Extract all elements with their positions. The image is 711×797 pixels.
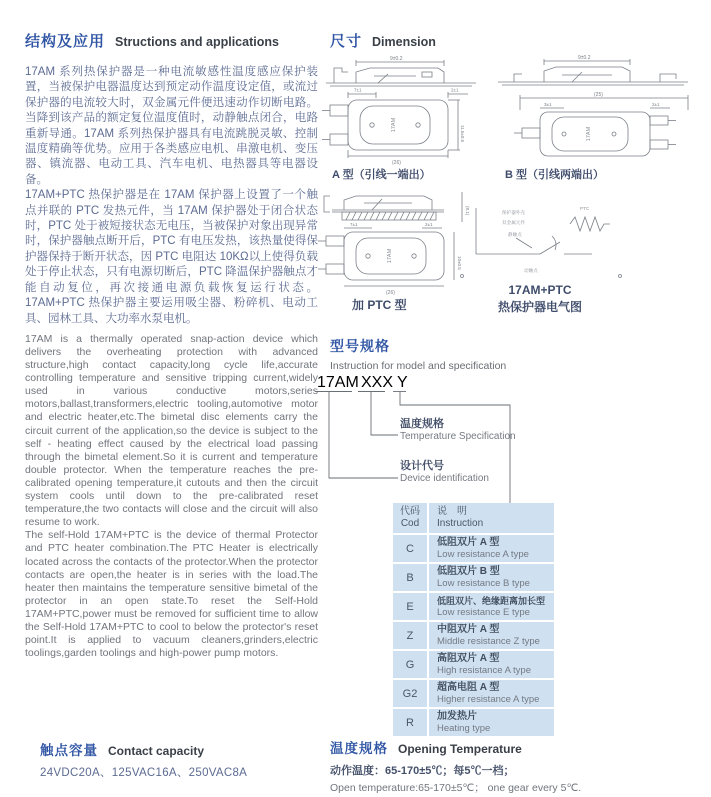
row-code: E — [393, 593, 427, 620]
row-desc — [429, 709, 554, 736]
row-desc — [429, 651, 554, 678]
row-desc-zh: 超高电阻 A 型 — [437, 682, 500, 693]
model-code-part: XXX — [361, 375, 394, 391]
structure-heading-zh: 结构及应用 — [25, 33, 106, 50]
dim-label: (25) — [594, 92, 603, 98]
row-code: G2 — [393, 680, 427, 707]
device-marking: 17AM — [387, 248, 393, 264]
opening-temperature-line-zh: 动作温度：65-170±5℃；每5℃一档； — [330, 765, 515, 777]
a-type-label: A 型（引线一端出） — [332, 169, 431, 181]
row-desc-en: Low resistance E type — [437, 607, 530, 618]
ptc-annotation: PTC — [580, 206, 590, 211]
table-row — [393, 535, 554, 562]
structure-paragraph-en-1: 17AM is a thermally operated snap-action device which delivers the overheating protection with advanced structure,high contact capacity,long cycle life,accurate controlling temperature and sensitive tripping current,widely used in various conductive motors,series motors,ballast,transformers,electric tooling,automotive motor and electric heater,etc.The bimetal disc elements carry the circuit current of the application,so the device is subject to the self - heating effect caused by the electrical load passing through the bimetal element.So it is current and temperature double protector. When the temperature reaches the pre-calibrated opening temperature,it cutouts and then the circuit system cools until down to the pre-calibrated reset temperature,the two contacts will close and the circuit will also resume to work. — [25, 332, 318, 529]
b-type-label: B 型（引线两端出） — [505, 169, 604, 181]
dim-label: 9±0.2 — [390, 56, 403, 62]
dim-label: (8.1) — [465, 206, 470, 216]
dim-label: 2±1 — [425, 222, 433, 227]
row-code: G — [393, 651, 427, 678]
header-code-zh: 代码 — [400, 506, 420, 517]
dim-label: 10±0.5 — [457, 256, 462, 270]
b-type-drawing — [492, 54, 707, 164]
row-desc-zh: 低阻双片 B 型 — [437, 566, 500, 577]
structure-section — [25, 30, 318, 660]
branch-device-en: Device identification — [400, 473, 489, 484]
circuit-annotation: 保护器外壳 — [502, 210, 525, 215]
header-desc-zh: 说 明 — [437, 506, 467, 517]
device-marking: 17AM — [391, 117, 397, 133]
row-code: Z — [393, 622, 427, 649]
row-desc — [429, 680, 554, 707]
branch-temperature-zh: 温度规格 — [400, 418, 444, 430]
contact-capacity-heading-zh: 触点容量 — [40, 743, 98, 758]
table-row — [393, 680, 554, 707]
model-spec-heading — [330, 336, 506, 372]
device-marking: 17AM — [586, 126, 592, 142]
row-code: C — [393, 535, 427, 562]
code-table — [393, 503, 554, 738]
row-desc-zh: 低阻双片、绝缘距离加长型 — [437, 596, 546, 606]
table-row — [393, 564, 554, 591]
dim-label: 7±1 — [350, 222, 358, 227]
structure-heading — [25, 30, 318, 51]
branch-device — [400, 457, 489, 484]
row-desc-en: Higher resistance A type — [437, 694, 540, 705]
model-code-part: Y — [397, 375, 408, 391]
model-spec-heading-zh: 型号规格 — [330, 338, 390, 354]
circuit-diagram — [452, 196, 632, 284]
dimension-heading-zh: 尺寸 — [330, 33, 363, 50]
circuit-annotation: 静触点 — [508, 232, 522, 237]
circuit-annotation: 双金属元件 — [502, 220, 525, 225]
circuit-label-line1: 17AM+PTC — [508, 283, 572, 297]
circuit-label-line2: 热保护器电气图 — [497, 300, 582, 314]
contact-capacity-value: 24VDC20A、125VAC16A、250VAC8A — [40, 767, 248, 779]
row-desc-en: Low resistance A type — [437, 549, 529, 560]
structure-paragraph-zh-2: 17AM+PTC 热保护器是在 17AM 保护器上设置了一个触点并联的 PTC 发热元件，当 17AM 保护器处于闭合状态时，PTC 处于被短接状态无电压，当被保护对象出现异常时，保护器触点断开后，PTC 有电压发热，该热量使得保护器保持于断开状态，因 PTC 电阻达 10KΩ以上使得负载处于停止状态，只有电源切断后，PTC 降温保护器触点才能自动复位，再次接通电源负载恢复运行状态。17AM+PTC 热保护器主要运用吸尘器、粉碎机、电动工具、园林工具、大功率水泵电机。 — [25, 189, 318, 325]
table-row — [393, 593, 554, 620]
dim-label: (26) — [392, 160, 401, 166]
row-code: R — [393, 709, 427, 736]
branch-temperature — [400, 415, 516, 442]
structure-paragraph-zh-1: 17AM 系列热保护器是一种电流敏感性温度感应保护装置，当被保护电器温度达到预定动作温度设定值，或流过保护器的电流较大时，双金属元件便迅速动作切断电路。当降到该产品的额定复位温度值时，动静触点闭合，电路重新导通。17AM 系列热保护器具有电流跳脱灵敏、控制温度精确等优势。应用于各类感应电机、串激电机、变压器、镇流器、电动工具、汽车电机、电热器具等电器设备。 — [25, 66, 318, 186]
branch-temperature-en: Temperature Specification — [400, 431, 516, 442]
opening-temperature-heading-zh: 温度规格 — [330, 741, 388, 756]
a-type-drawing — [318, 54, 506, 167]
row-desc-en: Middle resistance Z type — [437, 636, 540, 647]
opening-temperature-section — [330, 737, 581, 795]
dim-label: 2±1 — [451, 87, 459, 93]
row-desc — [429, 535, 554, 562]
dim-label: 3±1 — [544, 102, 552, 107]
row-desc-en: Heating type — [437, 723, 491, 734]
table-row — [393, 622, 554, 649]
ptc-type-drawing — [316, 186, 471, 300]
row-desc-zh: 高阻双片 A 型 — [437, 653, 500, 664]
row-desc-zh: 中阻双片 A 型 — [437, 624, 500, 635]
dim-label: 2±1 — [652, 102, 660, 107]
header-code-cell — [393, 503, 427, 533]
structure-heading-en: Structions and applications — [115, 35, 279, 49]
row-desc-zh: 加发热片 — [437, 711, 477, 722]
dimension-heading — [330, 30, 436, 51]
dim-label: (26) — [386, 290, 395, 296]
table-row — [393, 651, 554, 678]
contact-capacity-section — [40, 739, 247, 780]
table-row — [393, 709, 554, 736]
header-desc-cell — [429, 503, 554, 533]
opening-temperature-heading-en: Opening Temperature — [398, 742, 522, 756]
row-desc-en: High resistance A type — [437, 665, 531, 676]
header-desc-en: Instruction — [437, 518, 484, 529]
contact-capacity-heading-en: Contact capacity — [108, 744, 205, 758]
row-desc-en: Low resistance B type — [437, 578, 530, 589]
row-desc — [429, 622, 554, 649]
dim-label: 11.5±0.5 — [460, 125, 465, 143]
model-spec-heading-en: Instruction for model and specification — [330, 360, 507, 372]
dim-label: 7±1 — [354, 87, 362, 93]
ptc-type-label: 加 PTC 型 — [352, 298, 407, 312]
row-desc — [429, 593, 554, 620]
circuit-annotation: 动触点 — [524, 268, 538, 273]
row-desc — [429, 564, 554, 591]
opening-temperature-line-en: Open temperature:65-170±5℃； one gear every 5℃. — [330, 782, 582, 794]
dimension-heading-en: Dimension — [372, 35, 436, 49]
code-table-header — [393, 503, 554, 533]
model-code-part: 17AM — [317, 375, 359, 391]
dim-label: 9±0.2 — [578, 55, 591, 61]
row-code: B — [393, 564, 427, 591]
row-desc-zh: 低阻双片 A 型 — [437, 537, 500, 548]
branch-device-zh: 设计代号 — [400, 460, 444, 472]
header-code-en: Cod — [400, 518, 420, 529]
structure-paragraph-en-2: The self-Hold 17AM+PTC is the device of thermal Protector and PTC heater combination.The PTC Heater is electrically located across the contacts of the protector.When the protector contacts are open,the heater is in series with the load.The heater then maintains the temperature sensitive bimetal of the protector in an open state.To reset the Self-Hold 17AM+PTC,power must be removed for sufficient time to allow the Self-Hold 17AM+PTC to cool to below the protector's reset point.It is applied to vacuum cleaners,grinders,electric toolings,garden toolings and high-power pump motors. — [25, 529, 318, 660]
